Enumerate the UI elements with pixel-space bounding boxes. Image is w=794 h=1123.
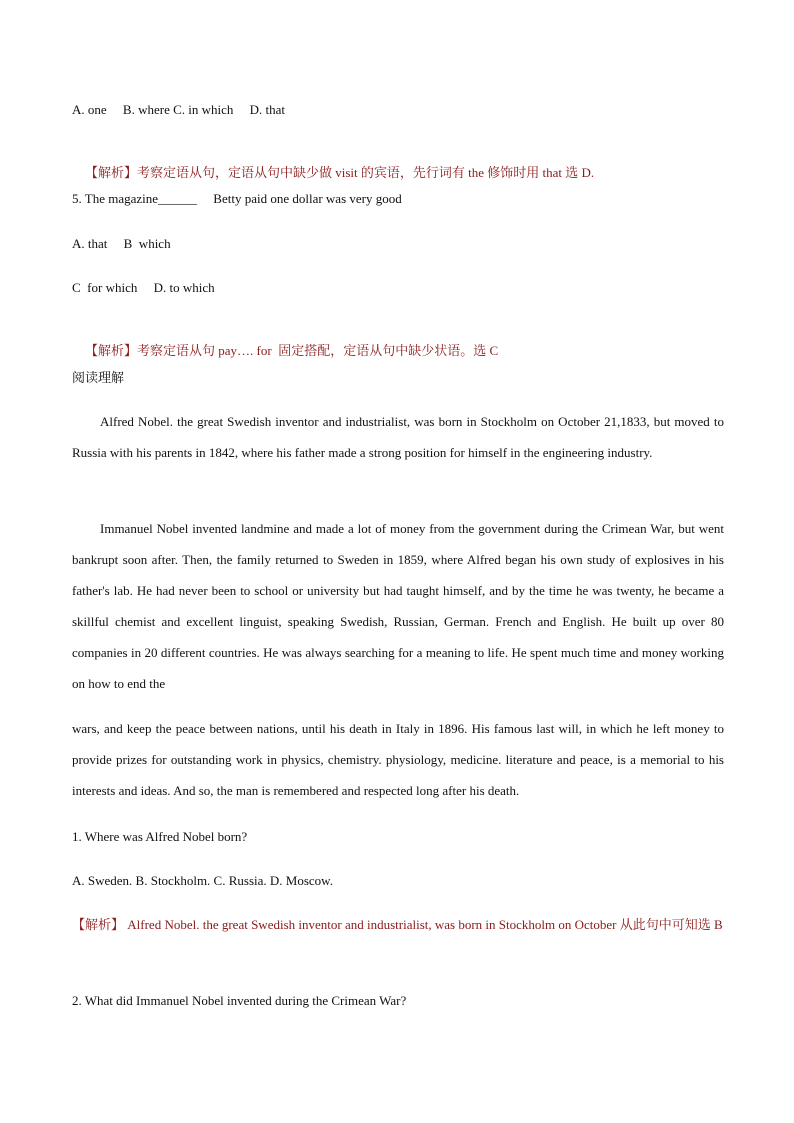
reading-question-2: 2. What did Immanuel Nobel invented during the Crimean War? (72, 993, 407, 1008)
q5-options-row1: A. that B which (72, 236, 171, 251)
passage-paragraph-1: Alfred Nobel. the great Swedish inventor and industrialist, was born in Stockholm on October 21,1833, but moved to Russia with his parents in 1842, where his father made a strong position for himself in the engineering industry. (72, 414, 724, 460)
reading-heading: 阅读理解 (72, 370, 125, 385)
reading-question-1: 1. Where was Alfred Nobel born? (72, 829, 248, 844)
reading-question-1-options: A. Sweden. B. Stockholm. C. Russia. D. Moscow. (72, 873, 333, 888)
analysis-label: 【解析】 (85, 165, 138, 180)
reading-question-1-analysis (72, 909, 724, 940)
analysis-text: Alfred Nobel. the great Swedish inventor and industrialist, was born in Stockholm on October 从此句中可知选 B (124, 917, 723, 932)
q5-options-row2: C for which D. to which (72, 280, 215, 295)
analysis-text: 考察定语从句，定语从句中缺少做 visit 的宾语，先行词有 the 修饰时用 that 选 D. (137, 165, 595, 180)
passage-paragraph-2: Immanuel Nobel invented landmine and made a lot of money from the government during the Crimean War, but went bankrupt soon after. Then, the family returned to Sweden in 1859, where Alfred began his own study of explosives in his father's lab. He had never been to school or university but had taught himself, and by the time he was twenty, he became a skillful chemist and excellent linguist, speaking Swedish, Russian, German. French and English. He built up over 80 companies in 20 different countries. He was always searching for a meaning to life. He spent much time and money working on how to end the (72, 521, 724, 691)
passage-paragraph-3: wars, and keep the peace between nations, until his death in Italy in 1896. His famous last will, in which he left money to provide prizes for outstanding work in physics, chemistry. physiology, medicine. literature and peace, is a memorial to his interests and ideas. And so, the man is remembered and respected long after his death. (72, 721, 724, 798)
analysis-label: 【解析】 (85, 343, 138, 358)
q5-analysis (72, 324, 498, 378)
document-page (72, 0, 724, 1123)
q4-options: A. one B. where C. in which D. that (72, 102, 286, 117)
analysis-text: 考察定语从句 pay…. for 固定搭配，定语从句中缺少状语。选 C (137, 343, 499, 358)
analysis-label: 【解析】 (72, 917, 125, 932)
q5-stem: 5. The magazine______ Betty paid one dollar was very good (72, 191, 402, 206)
